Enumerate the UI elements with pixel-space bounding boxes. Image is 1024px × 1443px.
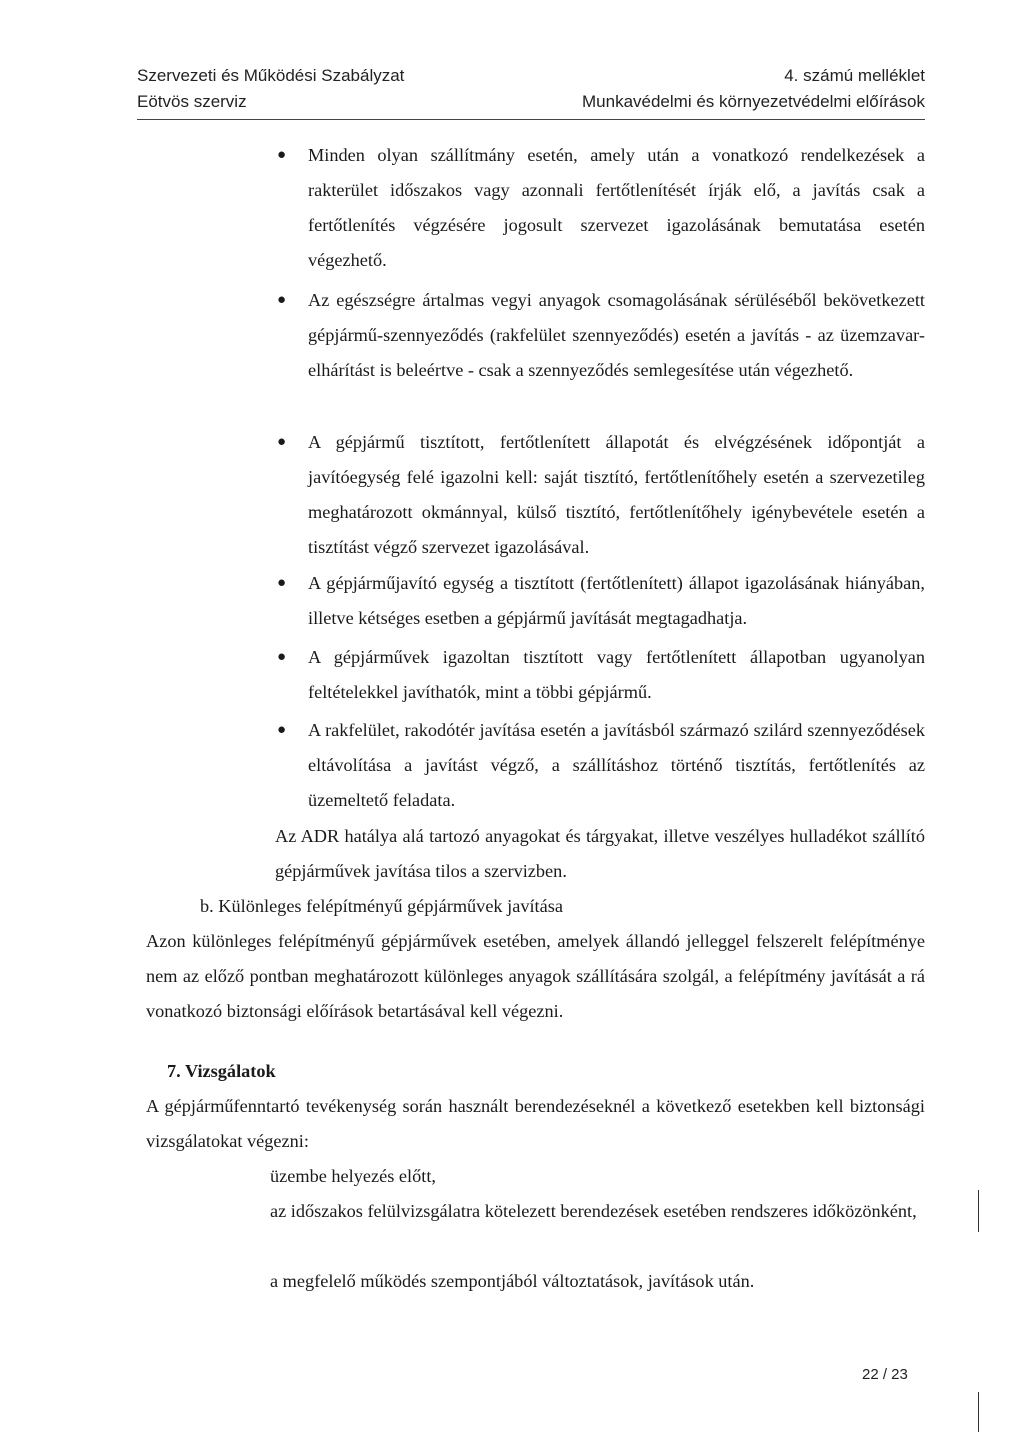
bullet-dot: ● <box>277 575 287 591</box>
bullet-dot: ● <box>277 292 287 308</box>
page-number: 22 / 23 <box>862 1366 908 1383</box>
subsection-heading: b. Különleges felépítményű gépjárművek javítása <box>200 896 563 916</box>
list-item-text: A gépjármű tisztított, fertőtlenített állapotát és elvégzésének időpontját a javítóegység felé igazolni kell: saját tisztító, fertőtlenítőhely esetén a szervezetileg meghatározott okmánnyal, külső tisztító, fertőtlenítőhely igénybevétele esetén a tisztítást végző szervezet igazolásával. <box>308 432 925 557</box>
header-rule <box>137 119 925 120</box>
inspection-case: üzembe helyezés előtt, <box>270 1166 436 1186</box>
scan-artifact-line <box>978 1190 979 1232</box>
scan-artifact-line <box>978 1392 979 1432</box>
annex-title: Munkavédelmi és környezetvédelmi előírások <box>582 92 925 111</box>
list-item-text: Minden olyan szállítmány esetén, amely után a vonatkozó rendelkezések a rakterület időszakos vagy azonnali fertőtlenítését írják elő, a javítás csak a fertőtlenítés végzésére jogosult szervezet igazolásának bemutatása esetén végezhető. <box>308 145 925 270</box>
special-vehicle-paragraph: Azon különleges felépítményű gépjárművek esetében, amelyek állandó jelleggel felszerelt felépítménye nem az előző pontban meghatározott különleges anyagok szállítására szolgál, a felépítmény javítását a rá vonatkozó biztonsági előírások betartásával kell végezni. <box>146 931 925 1021</box>
adr-paragraph: Az ADR hatálya alá tartozó anyagokat és tárgyakat, illetve veszélyes hulladékot szállító gépjárművek javítása tilos a szervizben. <box>275 826 925 881</box>
bullet-dot: ● <box>277 147 287 163</box>
inspection-case: a megfelelő működés szempontjából változtatások, javítások után. <box>270 1271 755 1291</box>
bullet-dot: ● <box>277 722 287 738</box>
bullet-dot: ● <box>277 649 287 665</box>
list-item-text: A gépjárműjavító egység a tisztított (fertőtlenített) állapot igazolásának hiányában, illetve kétséges esetben a gépjármű javítását megtagadhatja. <box>308 573 925 628</box>
unit-name: Eötvös szerviz <box>137 92 247 111</box>
bullet-dot: ● <box>277 434 287 450</box>
regulation-title: Szervezeti és Működési Szabályzat <box>137 66 405 85</box>
section-title: 7. Vizsgálatok <box>167 1061 276 1081</box>
list-item-text: A gépjárművek igazoltan tisztított vagy fertőtlenített állapotban ugyanolyan feltételekkel javíthatók, mint a többi gépjármű. <box>308 647 925 702</box>
inspection-case: az időszakos felülvizsgálatra kötelezett berendezések esetében rendszeres időközönként, <box>270 1201 917 1221</box>
section-intro: A gépjárműfenntartó tevékenység során használt berendezéseknél a következő esetekben kell biztonsági vizsgálatokat végezni: <box>146 1096 925 1151</box>
list-item-text: A rakfelület, rakodótér javítása esetén a javításból származó szilárd szennyeződések eltávolítása a javítást végző, a szállításhoz történő tisztítás, fertőtlenítés az üzemeltető feladata. <box>308 720 925 810</box>
annex-number: 4. számú melléklet <box>784 66 925 85</box>
list-item-text: Az egészségre ártalmas vegyi anyagok csomagolásának sérüléséből bekövetkezett gépjármű-szennyeződés (rakfelület szennyeződés) esetén a javítás - az üzemzavar-elhárítást is beleértve - csak a szennyeződés semlegesítése után végezhető. <box>308 290 925 380</box>
